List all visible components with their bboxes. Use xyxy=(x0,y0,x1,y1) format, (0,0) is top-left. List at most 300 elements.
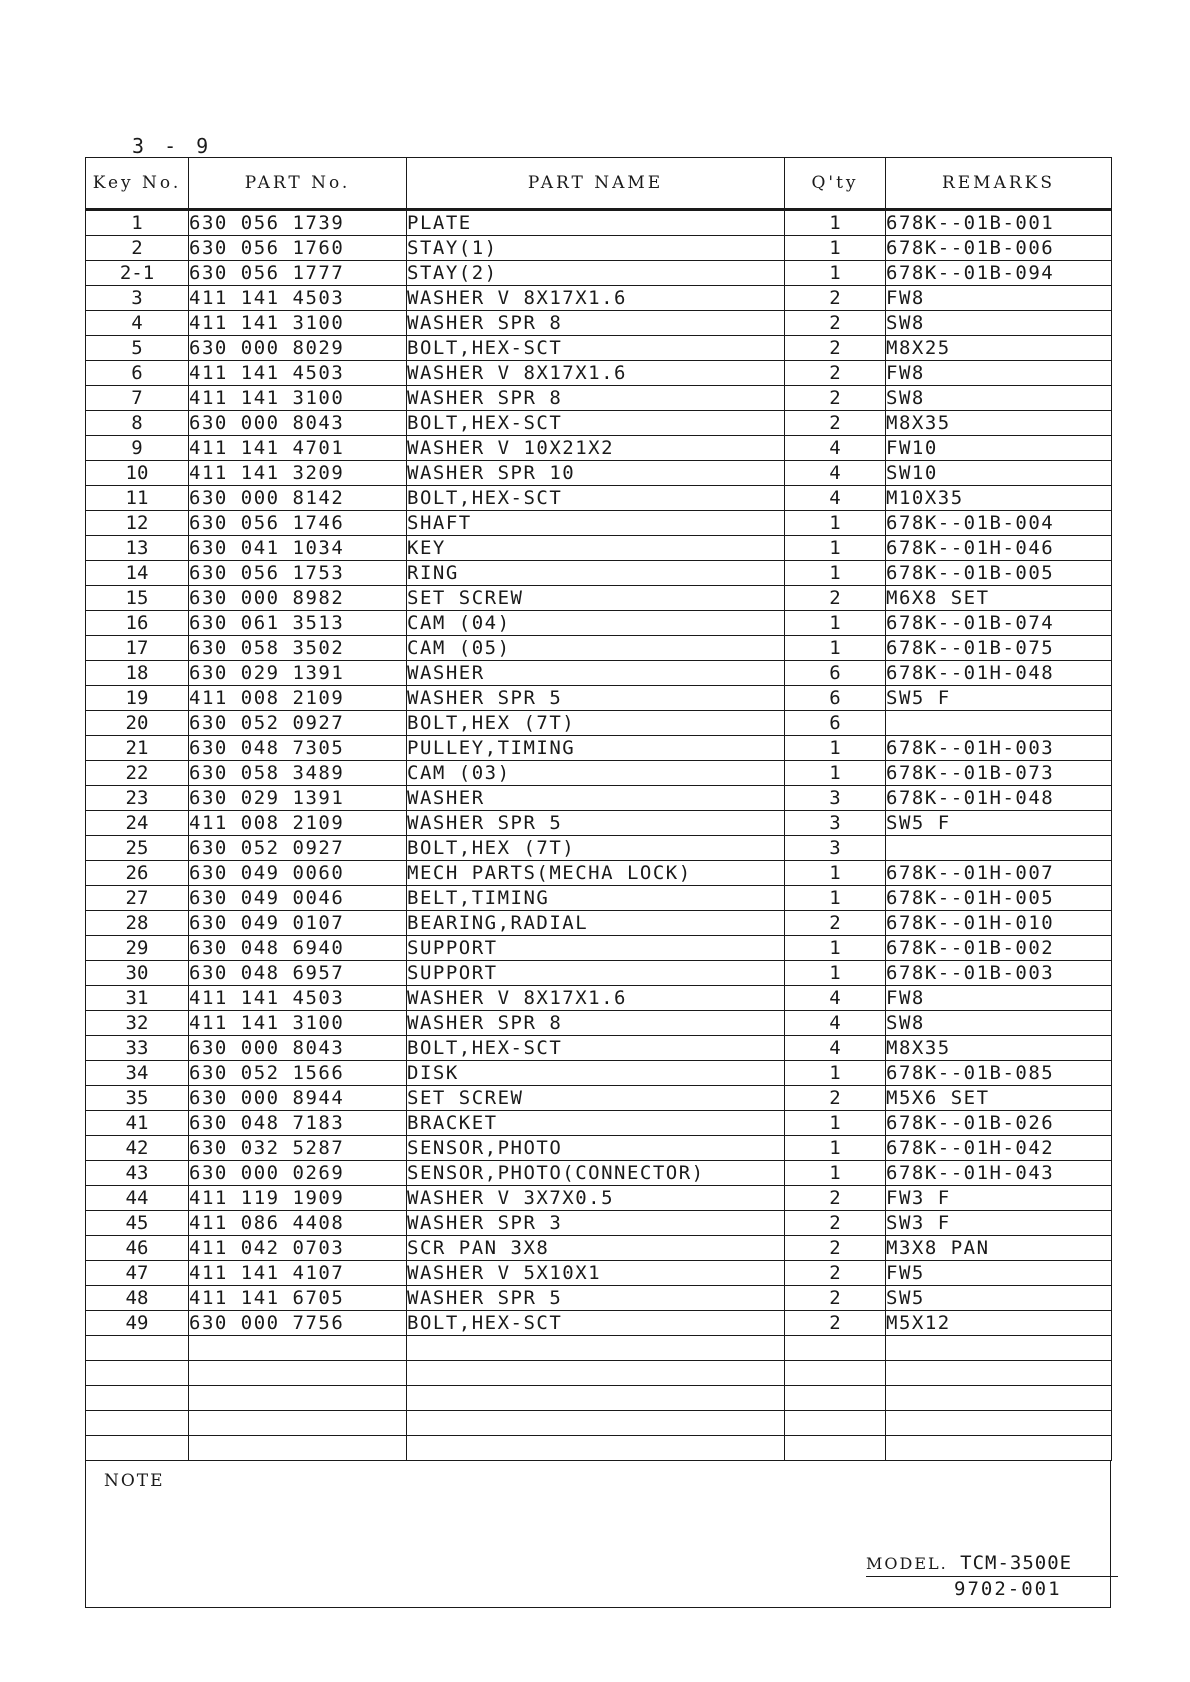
table-row xyxy=(86,411,1112,436)
table-row xyxy=(86,1111,1112,1136)
remarks-cell: 678K--01B-004 xyxy=(886,511,1112,536)
key-no-cell: 30 xyxy=(86,961,189,986)
table-row xyxy=(86,461,1112,486)
key-no-cell: 7 xyxy=(86,386,189,411)
part-name-cell: WASHER SPR 10 xyxy=(407,461,785,486)
remarks-cell: 678K--01H-007 xyxy=(886,861,1112,886)
table-row xyxy=(86,1236,1112,1261)
table-row xyxy=(86,1311,1112,1336)
table-row xyxy=(86,886,1112,911)
part-name-cell: WASHER SPR 5 xyxy=(407,686,785,711)
part-name-cell: BEARING,RADIAL xyxy=(407,911,785,936)
part-name-cell xyxy=(407,1336,785,1361)
parts-table xyxy=(85,157,1112,1461)
part-no-cell: 630 000 8029 xyxy=(189,336,407,361)
table-row xyxy=(86,661,1112,686)
column-header-remarks: REMARKS xyxy=(886,158,1112,210)
part-name-cell: SENSOR,PHOTO xyxy=(407,1136,785,1161)
part-no-cell: 411 141 4503 xyxy=(189,986,407,1011)
qty-cell: 1 xyxy=(785,961,886,986)
qty-cell: 2 xyxy=(785,361,886,386)
part-no-cell: 411 042 0703 xyxy=(189,1236,407,1261)
part-name-cell: CAM (04) xyxy=(407,611,785,636)
table-row xyxy=(86,836,1112,861)
remarks-cell: M8X25 xyxy=(886,336,1112,361)
table-row xyxy=(86,386,1112,411)
table-row xyxy=(86,1011,1112,1036)
qty-cell: 3 xyxy=(785,811,886,836)
qty-cell: 2 xyxy=(785,1286,886,1311)
part-name-cell: BELT,TIMING xyxy=(407,886,785,911)
remarks-cell: 678K--01H-048 xyxy=(886,786,1112,811)
key-no-cell: 2 xyxy=(86,236,189,261)
key-no-cell: 31 xyxy=(86,986,189,1011)
part-no-cell: 411 086 4408 xyxy=(189,1211,407,1236)
key-no-cell: 35 xyxy=(86,1086,189,1111)
part-no-cell: 630 049 0107 xyxy=(189,911,407,936)
key-no-cell: 32 xyxy=(86,1011,189,1036)
table-row xyxy=(86,811,1112,836)
key-no-cell xyxy=(86,1436,189,1461)
qty-cell: 2 xyxy=(785,1086,886,1111)
part-name-cell: WASHER xyxy=(407,661,785,686)
qty-cell: 1 xyxy=(785,236,886,261)
key-no-cell: 11 xyxy=(86,486,189,511)
key-no-cell xyxy=(86,1336,189,1361)
model-label: MODEL. xyxy=(866,1554,948,1573)
qty-cell: 2 xyxy=(785,386,886,411)
qty-cell: 2 xyxy=(785,1236,886,1261)
table-row xyxy=(86,786,1112,811)
part-name-cell: MECH PARTS(MECHA LOCK) xyxy=(407,861,785,886)
remarks-cell: 678K--01B-075 xyxy=(886,636,1112,661)
part-name-cell: STAY(2) xyxy=(407,261,785,286)
table-row xyxy=(86,636,1112,661)
key-no-cell: 44 xyxy=(86,1186,189,1211)
part-no-cell: 630 056 1746 xyxy=(189,511,407,536)
qty-cell: 4 xyxy=(785,486,886,511)
key-no-cell: 6 xyxy=(86,361,189,386)
column-header-part-no: PART No. xyxy=(189,158,407,210)
key-no-cell: 15 xyxy=(86,586,189,611)
key-no-cell: 17 xyxy=(86,636,189,661)
table-row xyxy=(86,1036,1112,1061)
key-no-cell: 16 xyxy=(86,611,189,636)
key-no-cell: 18 xyxy=(86,661,189,686)
table-row xyxy=(86,210,1112,236)
part-no-cell: 630 032 5287 xyxy=(189,1136,407,1161)
table-row xyxy=(86,286,1112,311)
part-no-cell: 411 008 2109 xyxy=(189,686,407,711)
table-row xyxy=(86,586,1112,611)
key-no-cell: 20 xyxy=(86,711,189,736)
table-row xyxy=(86,1411,1112,1436)
remarks-cell: 678K--01H-003 xyxy=(886,736,1112,761)
part-no-cell: 630 000 8944 xyxy=(189,1086,407,1111)
qty-cell: 4 xyxy=(785,1011,886,1036)
part-no-cell: 630 058 3502 xyxy=(189,636,407,661)
part-name-cell: WASHER SPR 8 xyxy=(407,1011,785,1036)
remarks-cell: 678K--01H-043 xyxy=(886,1161,1112,1186)
part-no-cell: 630 041 1034 xyxy=(189,536,407,561)
table-row xyxy=(86,861,1112,886)
key-no-cell: 42 xyxy=(86,1136,189,1161)
part-no-cell: 630 000 8982 xyxy=(189,586,407,611)
column-header-key-no: Key No. xyxy=(86,158,189,210)
qty-cell: 2 xyxy=(785,411,886,436)
key-no-cell: 12 xyxy=(86,511,189,536)
part-no-cell: 630 056 1760 xyxy=(189,236,407,261)
part-no-cell: 630 029 1391 xyxy=(189,661,407,686)
remarks-cell: M5X6 SET xyxy=(886,1086,1112,1111)
remarks-cell xyxy=(886,1361,1112,1386)
qty-cell: 4 xyxy=(785,986,886,1011)
key-no-cell: 26 xyxy=(86,861,189,886)
qty-cell xyxy=(785,1436,886,1461)
part-no-cell: 630 029 1391 xyxy=(189,786,407,811)
remarks-cell: 678K--01B-094 xyxy=(886,261,1112,286)
remarks-cell: FW8 xyxy=(886,361,1112,386)
part-no-cell: 630 056 1739 xyxy=(189,210,407,236)
remarks-cell: SW10 xyxy=(886,461,1112,486)
key-no-cell: 48 xyxy=(86,1286,189,1311)
qty-cell xyxy=(785,1411,886,1436)
qty-cell: 6 xyxy=(785,661,886,686)
part-no-cell: 630 048 6940 xyxy=(189,936,407,961)
key-no-cell: 8 xyxy=(86,411,189,436)
qty-cell: 1 xyxy=(785,511,886,536)
remarks-cell: SW5 F xyxy=(886,811,1112,836)
part-name-cell: WASHER SPR 8 xyxy=(407,386,785,411)
part-no-cell: 630 058 3489 xyxy=(189,761,407,786)
remarks-cell: 678K--01B-002 xyxy=(886,936,1112,961)
part-name-cell: WASHER SPR 5 xyxy=(407,811,785,836)
remarks-cell xyxy=(886,836,1112,861)
part-name-cell: WASHER V 8X17X1.6 xyxy=(407,986,785,1011)
key-no-cell: 27 xyxy=(86,886,189,911)
qty-cell: 1 xyxy=(785,936,886,961)
part-no-cell: 630 048 6957 xyxy=(189,961,407,986)
qty-cell: 1 xyxy=(785,561,886,586)
qty-cell: 4 xyxy=(785,461,886,486)
remarks-cell: 678K--01B-006 xyxy=(886,236,1112,261)
table-row xyxy=(86,761,1112,786)
table-row xyxy=(86,1261,1112,1286)
part-no-cell: 630 052 1566 xyxy=(189,1061,407,1086)
qty-cell: 1 xyxy=(785,210,886,236)
part-name-cell: BOLT,HEX (7T) xyxy=(407,836,785,861)
key-no-cell: 14 xyxy=(86,561,189,586)
remarks-cell xyxy=(886,1411,1112,1436)
remarks-cell: M3X8 PAN xyxy=(886,1236,1112,1261)
qty-cell: 2 xyxy=(785,1311,886,1336)
table-row xyxy=(86,486,1112,511)
part-no-cell: 411 141 4701 xyxy=(189,436,407,461)
part-name-cell: SET SCREW xyxy=(407,1086,785,1111)
table-row xyxy=(86,711,1112,736)
part-name-cell: WASHER V 10X21X2 xyxy=(407,436,785,461)
remarks-cell: FW5 xyxy=(886,1261,1112,1286)
column-header-part-name: PART NAME xyxy=(407,158,785,210)
remarks-cell: M8X35 xyxy=(886,411,1112,436)
key-no-cell: 13 xyxy=(86,536,189,561)
remarks-cell: 678K--01B-085 xyxy=(886,1061,1112,1086)
key-no-cell: 46 xyxy=(86,1236,189,1261)
key-no-cell: 47 xyxy=(86,1261,189,1286)
qty-cell xyxy=(785,1361,886,1386)
part-name-cell: SHAFT xyxy=(407,511,785,536)
part-name-cell: CAM (03) xyxy=(407,761,785,786)
remarks-cell: SW8 xyxy=(886,1011,1112,1036)
remarks-cell: 678K--01B-001 xyxy=(886,210,1112,236)
qty-cell: 1 xyxy=(785,736,886,761)
table-row xyxy=(86,511,1112,536)
column-header-qty: Q'ty xyxy=(785,158,886,210)
part-name-cell: BRACKET xyxy=(407,1111,785,1136)
key-no-cell: 3 xyxy=(86,286,189,311)
key-no-cell: 2-1 xyxy=(86,261,189,286)
remarks-cell: SW8 xyxy=(886,311,1112,336)
remarks-cell: SW5 xyxy=(886,1286,1112,1311)
part-no-cell: 411 141 3100 xyxy=(189,1011,407,1036)
key-no-cell: 19 xyxy=(86,686,189,711)
key-no-cell: 49 xyxy=(86,1311,189,1336)
table-row xyxy=(86,911,1112,936)
qty-cell: 2 xyxy=(785,911,886,936)
qty-cell: 2 xyxy=(785,1186,886,1211)
part-no-cell: 630 048 7183 xyxy=(189,1111,407,1136)
remarks-cell: SW5 F xyxy=(886,686,1112,711)
table-row xyxy=(86,1286,1112,1311)
table-row xyxy=(86,986,1112,1011)
key-no-cell: 1 xyxy=(86,210,189,236)
qty-cell: 6 xyxy=(785,686,886,711)
table-row xyxy=(86,1136,1112,1161)
part-name-cell: BOLT,HEX-SCT xyxy=(407,486,785,511)
part-no-cell: 411 141 6705 xyxy=(189,1286,407,1311)
table-row xyxy=(86,436,1112,461)
qty-cell: 2 xyxy=(785,311,886,336)
qty-cell: 1 xyxy=(785,1136,886,1161)
remarks-cell: FW3 F xyxy=(886,1186,1112,1211)
remarks-cell: 678K--01H-048 xyxy=(886,661,1112,686)
part-no-cell: 630 052 0927 xyxy=(189,711,407,736)
key-no-cell: 33 xyxy=(86,1036,189,1061)
remarks-cell: 678K--01B-074 xyxy=(886,611,1112,636)
table-row xyxy=(86,1161,1112,1186)
key-no-cell: 4 xyxy=(86,311,189,336)
remarks-cell xyxy=(886,711,1112,736)
part-name-cell: SUPPORT xyxy=(407,936,785,961)
part-no-cell: 630 000 8142 xyxy=(189,486,407,511)
table-row xyxy=(86,311,1112,336)
part-name-cell: STAY(1) xyxy=(407,236,785,261)
remarks-cell: SW3 F xyxy=(886,1211,1112,1236)
key-no-cell xyxy=(86,1411,189,1436)
table-row xyxy=(86,1211,1112,1236)
key-no-cell: 34 xyxy=(86,1061,189,1086)
remarks-cell: 678K--01B-026 xyxy=(886,1111,1112,1136)
key-no-cell: 45 xyxy=(86,1211,189,1236)
part-no-cell xyxy=(189,1386,407,1411)
part-no-cell: 411 141 4107 xyxy=(189,1261,407,1286)
part-no-cell: 411 141 3100 xyxy=(189,311,407,336)
table-row xyxy=(86,686,1112,711)
part-name-cell: WASHER SPR 3 xyxy=(407,1211,785,1236)
part-name-cell: PULLEY,TIMING xyxy=(407,736,785,761)
key-no-cell: 23 xyxy=(86,786,189,811)
qty-cell: 1 xyxy=(785,761,886,786)
part-name-cell: SET SCREW xyxy=(407,586,785,611)
key-no-cell: 21 xyxy=(86,736,189,761)
part-name-cell: CAM (05) xyxy=(407,636,785,661)
part-no-cell xyxy=(189,1436,407,1461)
remarks-cell: SW8 xyxy=(886,386,1112,411)
qty-cell: 1 xyxy=(785,1111,886,1136)
part-name-cell: BOLT,HEX-SCT xyxy=(407,411,785,436)
remarks-cell: 678K--01H-046 xyxy=(886,536,1112,561)
part-name-cell: PLATE xyxy=(407,210,785,236)
key-no-cell: 5 xyxy=(86,336,189,361)
document-code: 9702-001 xyxy=(954,1578,1062,1600)
table-header-row xyxy=(86,158,1112,210)
qty-cell: 2 xyxy=(785,1211,886,1236)
part-name-cell: WASHER V 8X17X1.6 xyxy=(407,286,785,311)
table-row xyxy=(86,236,1112,261)
qty-cell: 2 xyxy=(785,286,886,311)
key-no-cell: 25 xyxy=(86,836,189,861)
table-row xyxy=(86,561,1112,586)
remarks-cell xyxy=(886,1436,1112,1461)
qty-cell: 3 xyxy=(785,836,886,861)
part-name-cell: WASHER V 5X10X1 xyxy=(407,1261,785,1286)
part-name-cell: BOLT,HEX-SCT xyxy=(407,1311,785,1336)
key-no-cell: 43 xyxy=(86,1161,189,1186)
part-name-cell: BOLT,HEX (7T) xyxy=(407,711,785,736)
part-name-cell xyxy=(407,1361,785,1386)
note-label: NOTE xyxy=(104,1471,165,1491)
qty-cell xyxy=(785,1386,886,1411)
part-no-cell: 411 141 4503 xyxy=(189,286,407,311)
key-no-cell: 9 xyxy=(86,436,189,461)
part-no-cell: 630 056 1753 xyxy=(189,561,407,586)
qty-cell: 1 xyxy=(785,1161,886,1186)
remarks-cell: M5X12 xyxy=(886,1311,1112,1336)
remarks-cell: 678K--01H-005 xyxy=(886,886,1112,911)
part-name-cell: BOLT,HEX-SCT xyxy=(407,1036,785,1061)
qty-cell: 2 xyxy=(785,586,886,611)
part-name-cell: RING xyxy=(407,561,785,586)
part-no-cell: 630 049 0046 xyxy=(189,886,407,911)
part-no-cell: 630 049 0060 xyxy=(189,861,407,886)
key-no-cell: 28 xyxy=(86,911,189,936)
part-no-cell xyxy=(189,1336,407,1361)
remarks-cell: 678K--01H-010 xyxy=(886,911,1112,936)
table-row xyxy=(86,1361,1112,1386)
table-row xyxy=(86,1386,1112,1411)
table-row xyxy=(86,936,1112,961)
part-no-cell: 630 000 7756 xyxy=(189,1311,407,1336)
remarks-cell: M8X35 xyxy=(886,1036,1112,1061)
remarks-cell: M6X8 SET xyxy=(886,586,1112,611)
table-row xyxy=(86,1086,1112,1111)
qty-cell: 1 xyxy=(785,1061,886,1086)
part-name-cell: SUPPORT xyxy=(407,961,785,986)
part-no-cell: 630 000 8043 xyxy=(189,411,407,436)
qty-cell: 1 xyxy=(785,536,886,561)
part-no-cell: 630 048 7305 xyxy=(189,736,407,761)
part-name-cell: WASHER V 3X7X0.5 xyxy=(407,1186,785,1211)
remarks-cell: 678K--01B-005 xyxy=(886,561,1112,586)
part-no-cell: 630 000 0269 xyxy=(189,1161,407,1186)
remarks-cell: FW8 xyxy=(886,286,1112,311)
key-no-cell xyxy=(86,1361,189,1386)
model-line xyxy=(866,1552,1118,1577)
table-row xyxy=(86,1436,1112,1461)
table-row xyxy=(86,336,1112,361)
key-no-cell: 24 xyxy=(86,811,189,836)
part-name-cell: DISK xyxy=(407,1061,785,1086)
table-row xyxy=(86,536,1112,561)
key-no-cell: 29 xyxy=(86,936,189,961)
qty-cell: 1 xyxy=(785,611,886,636)
part-name-cell: SCR PAN 3X8 xyxy=(407,1236,785,1261)
parts-list-sheet xyxy=(85,157,1111,1547)
qty-cell: 3 xyxy=(785,786,886,811)
remarks-cell xyxy=(886,1386,1112,1411)
table-row xyxy=(86,1061,1112,1086)
remarks-cell xyxy=(886,1336,1112,1361)
part-name-cell: WASHER SPR 8 xyxy=(407,311,785,336)
qty-cell: 1 xyxy=(785,861,886,886)
key-no-cell: 10 xyxy=(86,461,189,486)
part-no-cell: 411 141 3209 xyxy=(189,461,407,486)
table-row xyxy=(86,1186,1112,1211)
part-name-cell: BOLT,HEX-SCT xyxy=(407,336,785,361)
remarks-cell: M10X35 xyxy=(886,486,1112,511)
qty-cell: 2 xyxy=(785,1261,886,1286)
table-row xyxy=(86,1336,1112,1361)
part-no-cell: 411 141 4503 xyxy=(189,361,407,386)
part-no-cell: 411 008 2109 xyxy=(189,811,407,836)
part-no-cell: 630 000 8043 xyxy=(189,1036,407,1061)
qty-cell: 2 xyxy=(785,336,886,361)
page-number: 3 - 9 xyxy=(132,134,213,158)
part-name-cell: WASHER V 8X17X1.6 xyxy=(407,361,785,386)
remarks-cell: 678K--01B-073 xyxy=(886,761,1112,786)
table-row xyxy=(86,361,1112,386)
key-no-cell: 22 xyxy=(86,761,189,786)
table-row xyxy=(86,611,1112,636)
part-no-cell xyxy=(189,1361,407,1386)
remarks-cell: 678K--01B-003 xyxy=(886,961,1112,986)
part-no-cell: 630 056 1777 xyxy=(189,261,407,286)
part-name-cell xyxy=(407,1386,785,1411)
remarks-cell: FW8 xyxy=(886,986,1112,1011)
qty-cell: 1 xyxy=(785,261,886,286)
parts-table-body xyxy=(86,210,1112,1461)
part-no-cell xyxy=(189,1411,407,1436)
remarks-cell: FW10 xyxy=(886,436,1112,461)
part-name-cell: KEY xyxy=(407,536,785,561)
table-row xyxy=(86,736,1112,761)
key-no-cell xyxy=(86,1386,189,1411)
qty-cell: 1 xyxy=(785,636,886,661)
part-name-cell: WASHER SPR 5 xyxy=(407,1286,785,1311)
remarks-cell: 678K--01H-042 xyxy=(886,1136,1112,1161)
part-name-cell: SENSOR,PHOTO(CONNECTOR) xyxy=(407,1161,785,1186)
qty-cell: 6 xyxy=(785,711,886,736)
